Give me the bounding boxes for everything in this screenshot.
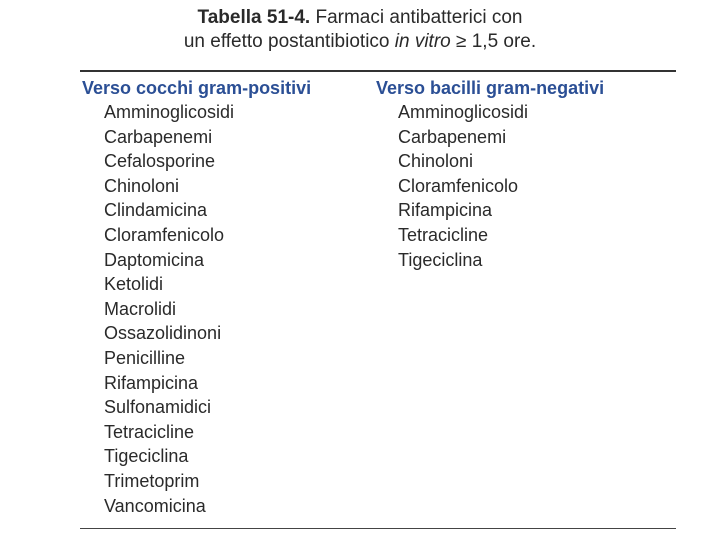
list-item: Chinoloni [104, 175, 180, 196]
list-item: Cefalosporine [104, 151, 216, 172]
list-item: Ossazolidinoni [104, 323, 222, 344]
table-title-text-2: un effetto postantibiotico [183, 31, 395, 52]
list-item: Clindamicina [104, 200, 208, 221]
column-gram-positive [82, 76, 311, 518]
drug-list-gram-negative [376, 100, 604, 272]
list-item: Daptomicina [104, 249, 205, 270]
list-item: Chinoloni [398, 151, 474, 172]
list-item: Ketolidi [104, 274, 164, 295]
drug-list-gram-positive [82, 100, 311, 518]
table-title-line-2 [0, 29, 720, 54]
list-item: Rifampicina [398, 200, 493, 221]
table-bottom-rule [80, 528, 676, 529]
list-item: Tetracicline [398, 224, 489, 245]
list-item: Tetracicline [104, 421, 195, 442]
list-item: Cloramfenicolo [104, 224, 225, 245]
table-title-italic: in vitro [394, 31, 451, 52]
list-item: Tigeciclina [104, 446, 189, 467]
list-item: Cloramfenicolo [398, 175, 519, 196]
table-number-label: Tabella 51-4. [197, 7, 311, 28]
column-header-gram-positive: Verso cocchi gram-positivi [82, 78, 312, 98]
list-item: Vancomicina [104, 495, 206, 516]
list-item: Trimetoprim [104, 470, 200, 491]
list-item: Rifampicina [104, 372, 199, 393]
list-item: Carbapenemi [104, 126, 213, 147]
list-item: Tigeciclina [398, 249, 483, 270]
table-title-line-1 [0, 5, 720, 30]
table-title-text-3: ≥ 1,5 ore. [450, 31, 537, 52]
table-title-text-1: Farmaci antibatterici con [310, 7, 523, 28]
list-item: Amminoglicosidi [104, 102, 235, 122]
list-item: Sulfonamidici [104, 397, 212, 418]
list-item: Penicilline [104, 347, 186, 368]
table-top-rule [80, 70, 676, 72]
list-item: Macrolidi [104, 298, 177, 319]
column-header-gram-negative: Verso bacilli gram-negativi [376, 78, 605, 98]
list-item: Carbapenemi [398, 126, 507, 147]
list-item: Amminoglicosidi [398, 102, 529, 122]
column-gram-negative [376, 76, 604, 272]
